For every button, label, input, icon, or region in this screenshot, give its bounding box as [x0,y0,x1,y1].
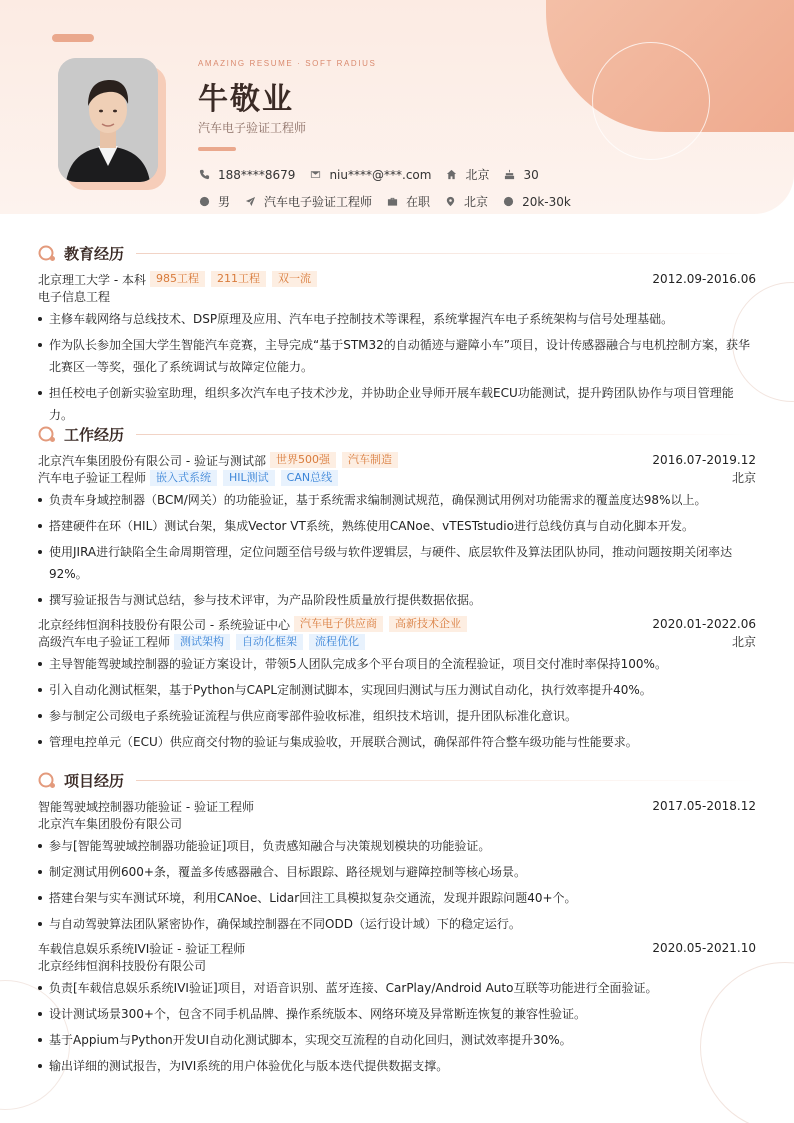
work-date: 2020.01-2022.06 [652,617,756,631]
project-date: 2020.05-2021.10 [652,941,756,955]
position-row [38,633,756,651]
gender-item [198,193,230,210]
entry-head [38,939,756,957]
position-name: 高级汽车电子验证工程师 [38,635,171,649]
email-item [309,168,431,182]
project-entry [38,797,756,935]
list-item: 管理电控单元（ECU）供应商交付物的验证与集成验收，开展联合测试，确保部件符合整车级功能与性能要求。 [38,731,756,753]
salary-icon [502,196,514,208]
education-entry [38,270,756,426]
list-item: 引入自动化测试框架，基于Python与CAPL定制测试脚本，实现回归测试与压力测试自动化，执行效率提升40%。 [38,679,756,701]
section-title: 项目经历 [64,771,125,790]
entry-head [38,451,756,469]
projects-header [38,769,756,791]
list-item: 主导智能驾驶域控制器的验证方案设计，带领5人团队完成多个平台项目的全流程验证，项目交付准时率保持100%。 [38,653,756,675]
section-divider [136,253,756,254]
header-decor-ring [592,42,710,160]
target-position-text: 汽车电子验证工程师 [264,195,373,209]
position-name: 汽车电子验证工程师 [38,471,147,485]
school-tag: 211工程 [211,271,266,287]
entry-left [38,633,365,651]
company-tag: 高新技术企业 [389,616,467,632]
resume-tagline: AMAZING RESUME · SOFT RADIUS [198,59,377,68]
company-tag: 世界500强 [270,452,336,468]
position-row [38,469,756,487]
list-item: 负责车身域控制器（BCM/网关）的功能验证，基于系统需求编制测试规范，确保测试用例对功能需求的覆盖度达98%以上。 [38,489,756,511]
work-section [38,423,756,757]
candidate-title: 汽车电子验证工程师 [198,121,307,135]
company-name: 北京汽车集团股份有限公司 - 验证与测试部 [38,453,266,468]
status-item [386,193,430,210]
list-item: 参与制定公司级电子系统验证流程与供应商零部件验收标准，组织技术培训，提升团队标准化意识。 [38,705,756,727]
skill-tag: 测试架构 [174,634,230,650]
age-item [503,168,538,182]
company-name: 北京经纬恒润科技股份有限公司 - 系统验证中心 [38,617,290,632]
city-item [444,193,488,210]
list-item: 输出详细的测试报告，为IVI系统的用户体验优化与版本迭代提供数据支撑。 [38,1055,756,1077]
project-org: 北京汽车集团股份有限公司 [38,817,183,831]
title-underline [198,147,236,151]
skill-tag: CAN总线 [281,470,338,486]
section-title: 教育经历 [64,244,125,263]
phone-text: 188****8679 [218,167,296,182]
cake-icon [503,169,515,181]
work-bullets [38,489,756,611]
candidate-name: 牛敬业 [198,82,294,117]
gender-icon [198,196,210,208]
project-org: 北京经纬恒润科技股份有限公司 [38,959,207,973]
project-date: 2017.05-2018.12 [652,799,756,813]
email-text: niu****@***.com [329,167,432,182]
phone-item [198,168,295,182]
list-item: 负责[车载信息娱乐系统IVI验证]项目，对语音识别、蓝牙连接、CarPlay/Android Auto互联等功能进行全面验证。 [38,977,756,999]
gender-text: 男 [218,195,231,209]
list-item: 与自动驾驶算法团队紧密协作，确保域控制器在不同ODD（运行设计域）下的稳定运行。 [38,913,756,935]
entry-head [38,270,756,288]
list-item: 作为队长参加全国大学生智能汽车竞赛，主导完成“基于STM32的自动循迹与避障小车”项目，设计传感器融合与电机控制方案，获华北赛区一等奖，强化了系统调试与故障定位能力。 [38,334,756,378]
project-bullets [38,977,756,1077]
section-divider [136,434,756,435]
list-item: 主修车载网络与总线技术、DSP原理及应用、汽车电子控制技术等课程，系统掌握汽车电子系统架构与信号处理基础。 [38,308,756,330]
entry-left [38,616,467,633]
work-location: 北京 [731,471,756,485]
education-header [38,242,756,264]
work-entry [38,451,756,611]
list-item: 担任校电子创新实验室助理，组织多次汽车电子技术沙龙，并协助企业导师开展车载ECU功能测试，提升跨团队协作与项目管理能力。 [38,382,756,426]
skill-tag: HIL测试 [223,470,275,486]
list-item: 搭建台架与实车测试环境，利用CANoe、Lidar回注工具模拟复杂交通流，发现并跟踪问题40+个。 [38,887,756,909]
work-location: 北京 [731,635,756,649]
school-tag: 985工程 [150,271,205,287]
skill-tag: 嵌入式系统 [150,470,217,486]
header-decor-pill [52,34,94,42]
avatar [58,58,158,182]
section-icon [38,244,56,262]
profile-row [198,193,585,210]
entry-left [38,452,398,469]
skill-tag: 自动化框架 [236,634,303,650]
list-item: 基于Appium与Python开发UI自动化测试脚本，实现交互流程的自动化回归，测试效率提升30%。 [38,1029,756,1051]
list-item: 参与[智能驾驶域控制器功能验证]项目，负责感知融合与决策规划模块的功能验证。 [38,835,756,857]
contact-row [198,166,553,183]
hometown-item [445,166,489,183]
send-icon [244,196,256,208]
entry-left [38,469,338,487]
phone-icon [198,169,210,181]
age-text: 30 [523,167,539,182]
skill-tag: 流程优化 [309,634,365,650]
school-name: 北京理工大学 - 本科 [38,272,146,287]
work-header [38,423,756,445]
education-section [38,242,756,430]
company-tag: 汽车电子供应商 [294,616,383,632]
list-item: 搭建硬件在环（HIL）测试台架，集成Vector VT系统，熟练使用CANoe、vTESTstudio进行总线仿真与自动化脚本开发。 [38,515,756,537]
salary-text: 20k-30k [522,194,571,209]
briefcase-icon [386,196,398,208]
projects-section [38,769,756,1081]
entry-head [38,615,756,633]
project-entry [38,939,756,1077]
education-date: 2012.09-2016.06 [652,272,756,286]
work-date: 2016.07-2019.12 [652,453,756,467]
project-name: 智能驾驶域控制器功能验证 - 验证工程师 [38,799,254,814]
entry-head [38,797,756,815]
section-title: 工作经历 [64,425,125,444]
location-pin-icon [444,196,456,208]
project-bullets [38,835,756,935]
list-item: 使用JIRA进行缺陷全生命周期管理，定位问题至信号级与软件逻辑层，与硬件、底层软件及算法团队协同，推动问题按期关闭率达92%。 [38,541,756,585]
section-divider [136,780,756,781]
work-bullets [38,653,756,753]
list-item: 设计测试场景300+个，包含不同手机品牌、操作系统版本、网络环境及异常断连恢复的兼容性验证。 [38,1003,756,1025]
city-text: 北京 [464,195,489,209]
home-icon [445,169,457,181]
section-icon [38,425,56,443]
target-position-item [244,193,372,210]
hometown-text: 北京 [465,168,490,182]
company-tag: 汽车制造 [342,452,398,468]
education-bullets [38,308,756,426]
school-tag: 双一流 [272,271,317,287]
entry-left [38,271,317,288]
section-icon [38,771,56,789]
salary-item [502,195,571,209]
project-name: 车载信息娱乐系统IVI验证 - 验证工程师 [38,941,246,956]
major: 电子信息工程 [38,290,111,304]
mail-icon [309,169,321,181]
list-item: 制定测试用例600+条，覆盖多传感器融合、目标跟踪、路径规划与避障控制等核心场景。 [38,861,756,883]
list-item: 撰写验证报告与测试总结，参与技术评审，为产品阶段性质量放行提供数据依据。 [38,589,756,611]
status-text: 在职 [406,195,431,209]
work-entry [38,615,756,753]
